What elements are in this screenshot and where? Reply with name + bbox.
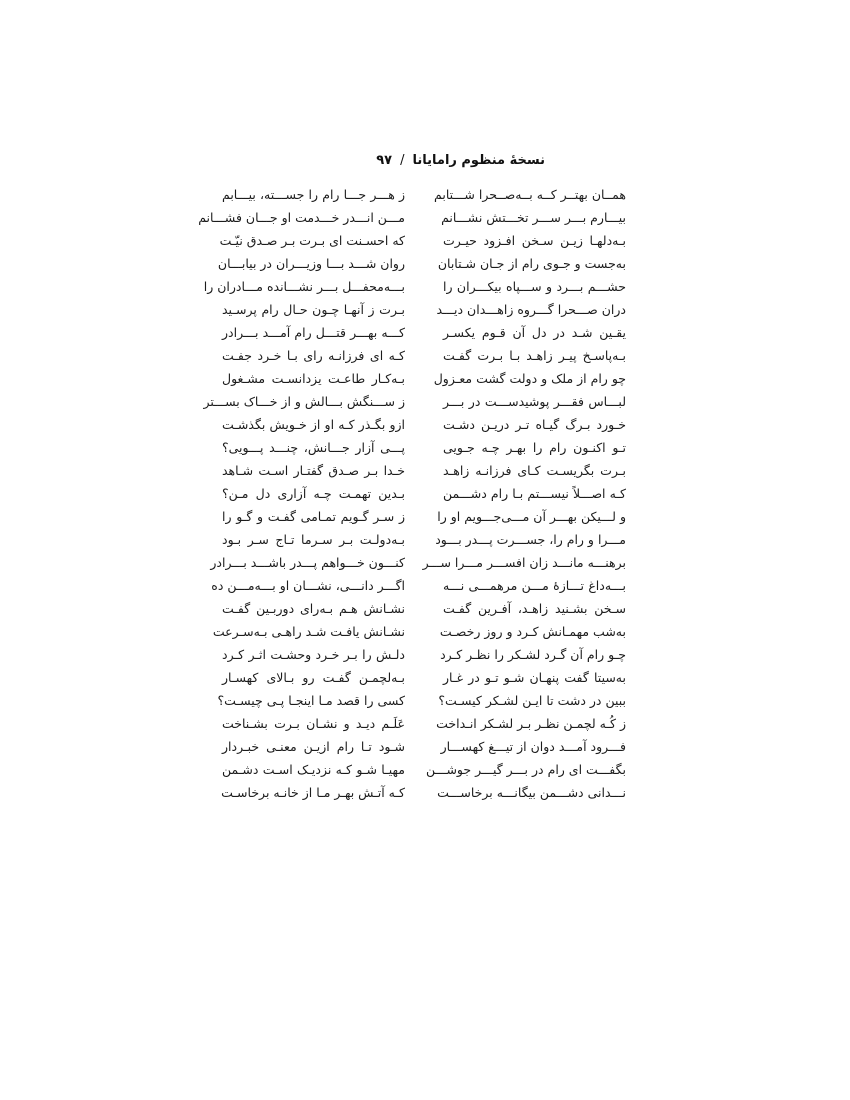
- verse-line: بیـــارم بـــر ســـر تخـــتش نشـــانم: [441, 210, 626, 225]
- verse-line: بـه‌لچمـن گفـت رو بـالای کهسـار: [222, 670, 405, 685]
- verse-line: که احسـنت ای بـرت بـر صـدق نیّـت: [219, 233, 405, 248]
- verse-line: کـه ای فرزانـه رای بـا خـرد جفـت: [222, 348, 405, 363]
- verse-line: کنـــون خـــواهم پـــدر باشـــد بـــرادر: [210, 555, 405, 570]
- right-hemistich-column: [422, 183, 626, 804]
- verse-line: چـو رام آن گـرد لشـکر را نظـر کـرد: [440, 647, 626, 662]
- verse-line: بـــه‌داغ تـــازهٔ مـــن مرهمـــی نـــه: [443, 578, 626, 593]
- verse-line: بـه‌کـار طاعـت یزدانسـت مشـغول: [222, 371, 405, 386]
- verse-line: نـــدانی دشـــمن بیگانـــه برخاســـت: [437, 785, 626, 800]
- verse-line: شـود تـا رام ازیـن معنـی خبـردار: [222, 739, 405, 754]
- verse-line: همــان بهتــر کــه بــه‌صــحرا شـــتابم: [434, 187, 626, 202]
- verse-line: ببین در دشت تا ایـن لشـکر کیسـت؟: [438, 693, 626, 708]
- verse-line: بـرت ز آنهـا چـون حـال رام پرسـید: [222, 302, 405, 317]
- verse-line: بـدین تهمـت چـه آزاری دل مـن؟: [222, 486, 405, 501]
- verse-line: کـه آتـش بهـر مـا از خانـه برخاسـت: [221, 785, 405, 800]
- verse-line: بـرت بگریسـت کـای فرزانـه زاهـد: [443, 463, 626, 478]
- verse-line: بـه‌پاسـخ پیـر زاهـد بـا بـرت گفـت: [443, 348, 626, 363]
- verse-line: فـــرود آمـــد دوان از تیـــغ کهســـار: [440, 739, 626, 754]
- header-separator: /: [400, 152, 405, 168]
- verse-line: سـخن بشـنید زاهـد، آفـرین گفـت: [443, 601, 626, 616]
- verse-line: کـه اصـــلاً نیســـتم بـا رام دشـــمن: [443, 486, 626, 501]
- verse-line: ازو بگـذر کـه او از خـویش بگذشـت: [222, 417, 405, 432]
- verse-line: دران صـــحرا گـــروه زاهـــدان دیـــد: [436, 302, 626, 317]
- verse-line: ز کُـه لچمـن نظـر بـر لشـکر انـداخت: [436, 716, 626, 731]
- verse-line: کـــه بهـــر قتـــل رام آمـــد بـــرادر: [222, 325, 405, 340]
- verse-line: چو رام از ملک و دولت گشت معـزول: [433, 371, 626, 386]
- verse-line: دلـش را بـر خـرد وحشـت اثـر کـرد: [222, 647, 405, 662]
- verse-line: مهیـا شـو کـه نزدیـک اسـت دشـمن: [222, 762, 405, 777]
- verse-line: حشـــم بـــرد و ســـپاه بیکـــران را: [443, 279, 626, 294]
- verse-line: یقـین شـد در دل آن قـوم یکسـر: [443, 325, 626, 340]
- verse-line: بـــه‌محفـــل بـــر نشـــانده مـــادران را: [203, 279, 405, 294]
- verse-line: نشـانش یافـت شـد راهـی بـه‌سـرعت: [212, 624, 405, 639]
- page-number: ۹۷: [376, 152, 393, 168]
- poem-body: [198, 183, 626, 804]
- left-hemistich-column: [198, 183, 405, 804]
- verse-line: ز هـــر جـــا رام را جســـته، بیـــابم: [222, 187, 405, 202]
- verse-line: برهنـــه مانـــد زان افســـر مـــرا ســـر: [422, 555, 626, 570]
- verse-line: مـــرا و رام را، جســـرت پـــدر بـــود: [435, 532, 626, 547]
- verse-line: روان شـــد بـــا وزیـــران در بیابـــان: [217, 256, 405, 271]
- verse-line: به‌جست و جـوی رام از جـان شـتابان: [437, 256, 626, 271]
- book-title: نسخهٔ منظوم رامایانا: [412, 152, 545, 168]
- verse-line: بگفـــت ای رام در بـــر گیـــر جوشـــن: [425, 762, 626, 777]
- verse-line: اگـــر دانـــی، نشـــان او بـــه‌مـــن ده: [211, 578, 405, 593]
- verse-line: مـــن انـــدر خـــدمت او جـــان فشـــانم: [198, 210, 405, 225]
- verse-line: بـه‌دلهـا زیـن سـخن افـزود حیـرت: [443, 233, 626, 248]
- verse-line: ز سـر گـویم تمـامی گفـت و گـو را: [222, 509, 405, 524]
- verse-line: به‌شب مهمـانش کـرد و روز رخصـت: [439, 624, 626, 639]
- verse-line: پـــی آزار جـــانش، چنـــد پـــویی؟: [222, 440, 405, 455]
- verse-line: خـورد بـرگ گیـاه تـر دریـن دشـت: [443, 417, 626, 432]
- verse-line: نشـانش هـم بـه‌رای دوربـین گفـت: [222, 601, 405, 616]
- verse-line: لبـــاس فقـــر پوشیدســـت در بـــر: [443, 394, 626, 409]
- verse-line: ز ســـنگش بـــالش و از خـــاک بســـتر: [203, 394, 405, 409]
- verse-line: خـدا بـر صـدق گفتـار اسـت شـاهد: [222, 463, 405, 478]
- verse-line: کسی را قصد مـا اینجـا پـی چیسـت؟: [217, 693, 405, 708]
- verse-line: و لـــیکن بهـــر آن مـــی‌جـــویم او را: [437, 509, 626, 524]
- verse-line: عَلَـم دیـد و نشـان بـرت بشـناخت: [222, 716, 405, 731]
- verse-line: تـو اکنـون رام را بهـر چـه جـویی: [443, 440, 626, 455]
- running-header: [225, 148, 545, 172]
- verse-line: به‌سیتا گفت پنهـان شـو تـو در غـار: [443, 670, 626, 685]
- verse-line: بـه‌دولـت بـر سـرما تـاج سـر بـود: [222, 532, 405, 547]
